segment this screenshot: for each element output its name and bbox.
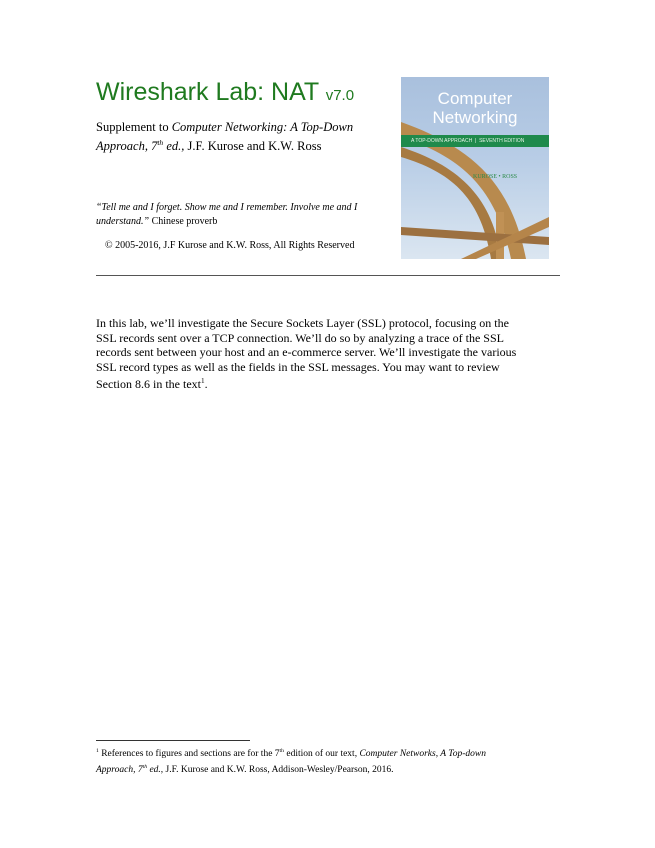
cover-title-2: Networking: [432, 108, 518, 127]
footnote-line: [96, 761, 556, 777]
quote-source: Chinese proverb: [149, 216, 218, 227]
fn-text: edition of our text,: [283, 749, 360, 760]
cover-edition: SEVENTH EDITION: [479, 138, 525, 144]
book-ed: ed.,: [163, 139, 185, 154]
body-line: [96, 374, 566, 392]
supplement-text: [96, 120, 386, 154]
version: v7.0: [325, 87, 355, 104]
title-text: Wireshark Lab: NAT: [96, 78, 319, 106]
page-title: [96, 78, 354, 107]
cover-band: A TOP-DOWN APPROACH | SEVENTH EDITION: [401, 135, 549, 147]
quote: [96, 201, 396, 229]
quote-text: “Tell me and I forget. Show me and I remember. Involve me and I understand.”: [96, 202, 358, 227]
body-end: .: [204, 377, 208, 392]
book-title-text: Computer Networking: A Top-Down Approach, 7: [96, 120, 354, 154]
fn-italic: [96, 765, 163, 775]
footnote-line: [96, 745, 556, 761]
cover-title-1: Computer: [437, 89, 513, 108]
header-divider: [96, 275, 560, 276]
footnote-divider: [96, 740, 250, 741]
cover-title: [401, 89, 549, 127]
book-sup: th: [157, 138, 164, 147]
fn-italic-end: ed.,: [147, 765, 164, 776]
body-line: SSL record types as well as the fields in the SSL messages. You may want to review: [96, 359, 500, 374]
fn-text: References to figures and sections are for the 7: [98, 749, 280, 760]
copyright: © 2005-2016, J.F Kurose and K.W. Ross, All Rights Reserved: [105, 240, 355, 251]
authors: J.F. Kurose and K.W. Ross: [184, 139, 322, 154]
supp-prefix: Supplement to: [96, 120, 172, 134]
fn-text: J.F. Kurose and K.W. Ross, Addison-Wesley/Pearson, 2016.: [163, 765, 394, 776]
fn-sup: th: [142, 764, 148, 771]
cover-subtitle: A TOP-DOWN APPROACH: [411, 138, 473, 144]
body-line: SSL records sent over a TCP connection. We’ll do so by analyzing a trace of the SSL: [96, 330, 504, 345]
intro-paragraph: [96, 316, 566, 392]
body-line: In this lab, we’ll investigate the Secure Sockets Layer (SSL) protocol, focusing on the: [96, 316, 509, 330]
fn-italic: Computer Networks, A Top-down: [359, 749, 486, 760]
cover-authors: KUROSE • ROSS: [473, 174, 518, 180]
footnote-number: 1: [96, 748, 99, 754]
body-line: records sent between your host and an e-commerce server. We’ll investigate the various: [96, 345, 517, 360]
book-cover-image: [401, 77, 549, 259]
fn-italic-text: Approach, 7: [96, 765, 143, 776]
footnote-ref[interactable]: 1: [200, 377, 205, 386]
footnote: [96, 745, 556, 777]
fn-sup: th: [279, 748, 284, 754]
body-line-text: Section 8.6 in the text: [96, 377, 201, 392]
